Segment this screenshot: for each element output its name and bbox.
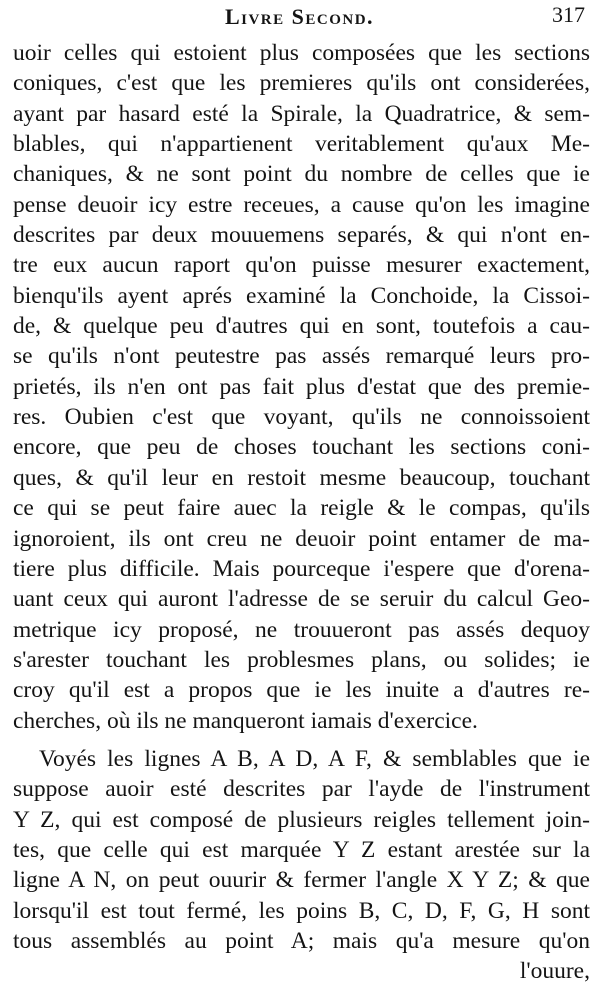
text-line: croy qu'il est a propos que ie les inuite a d'autres re- (13, 677, 590, 704)
text-line: Voyés les lignes A B, A D, A F, & semblables que ie (39, 745, 590, 772)
text-line: prietés, ils n'en ont pas fait plus d'estat que des premie- (13, 373, 590, 400)
text-line: uoir celles qui estoient plus composées que les sections (13, 40, 590, 66)
text-line: pense deuoir icy estre receues, a cause qu'on les imagine (13, 191, 590, 218)
page-number: 317 (552, 2, 585, 27)
paragraph-1 (13, 38, 590, 736)
text-line: ques, & qu'il leur en restoit mesme beaucoup, touchant (13, 464, 590, 491)
text-line: cherches, où ils ne manqueront iamais d'exercice. (13, 707, 478, 734)
running-title: Livre Second. (224, 4, 375, 29)
text-line: uant ceux qui auront l'adresse de se seruir du calcul Geo- (13, 586, 590, 613)
text-line: ignoroient, ils ont creu ne deuoir point entamer de ma- (13, 525, 590, 552)
text-line: bienqu'ils ayent aprés examiné la Conchoide, la Cissoi- (13, 282, 590, 309)
text-line: ayant par hasard esté la Spirale, la Quadratrice, & sem- (13, 100, 590, 127)
text-line: tre eux aucun raport qu'on puisse mesurer exactement, (13, 252, 590, 279)
text-line: se qu'ils n'ont peutestre pas assés remarqué leurs pro- (13, 343, 590, 370)
text-line: coniques, c'est que les premieres qu'ils ont considerées, (13, 70, 590, 97)
text-line: ligne A N, on peut ouurir & fermer l'angle X Y Z; & que (13, 867, 590, 894)
text-line: lorsqu'il est tout fermé, les poins B, C, D, F, G, H sont (13, 897, 590, 924)
text-line: tes, que celle qui est marquée Y Z estant arestée sur la (13, 836, 590, 863)
text-line: suppose auoir esté descrites par l'ayde de l'instrument (13, 776, 590, 803)
text-line: tous assemblés au point A; mais qu'a mesure qu'on (13, 927, 590, 954)
text-line: chaniques, & ne sont point du nombre de celles que ie (13, 161, 590, 188)
text-line: tiere plus difficile. Mais pourceque i'espere que d'orena- (13, 555, 590, 582)
text-line: blables, qui n'appartienent veritablement qu'aux Me- (13, 131, 590, 158)
paragraph-gap (13, 736, 590, 744)
text-line: ce qui se peut faire auec la reigle & le compas, qu'ils (13, 495, 590, 522)
text-line: encore, que peu de choses touchant les sections coni- (13, 434, 590, 461)
text-line: Y Z, qui est composé de plusieurs reigles tellement join- (13, 806, 590, 833)
body-text (13, 38, 590, 987)
text-line: de, & quelque peu d'autres qui en sont, toutefois a cau- (13, 313, 590, 340)
text-line: res. Oubien c'est que voyant, qu'ils ne connoissoient (13, 404, 590, 431)
text-line: s'arester touchant les problesmes plans, ou solides; ie (13, 646, 590, 673)
catchword: l'ouure, (519, 958, 590, 985)
paragraph-2 (13, 744, 590, 987)
page-header (0, 2, 599, 34)
text-line: descrites par deux mouuemens separés, & qui n'ont en- (13, 222, 590, 249)
text-line: metrique icy proposé, ne trouueront pas assés dequoy (13, 616, 590, 643)
